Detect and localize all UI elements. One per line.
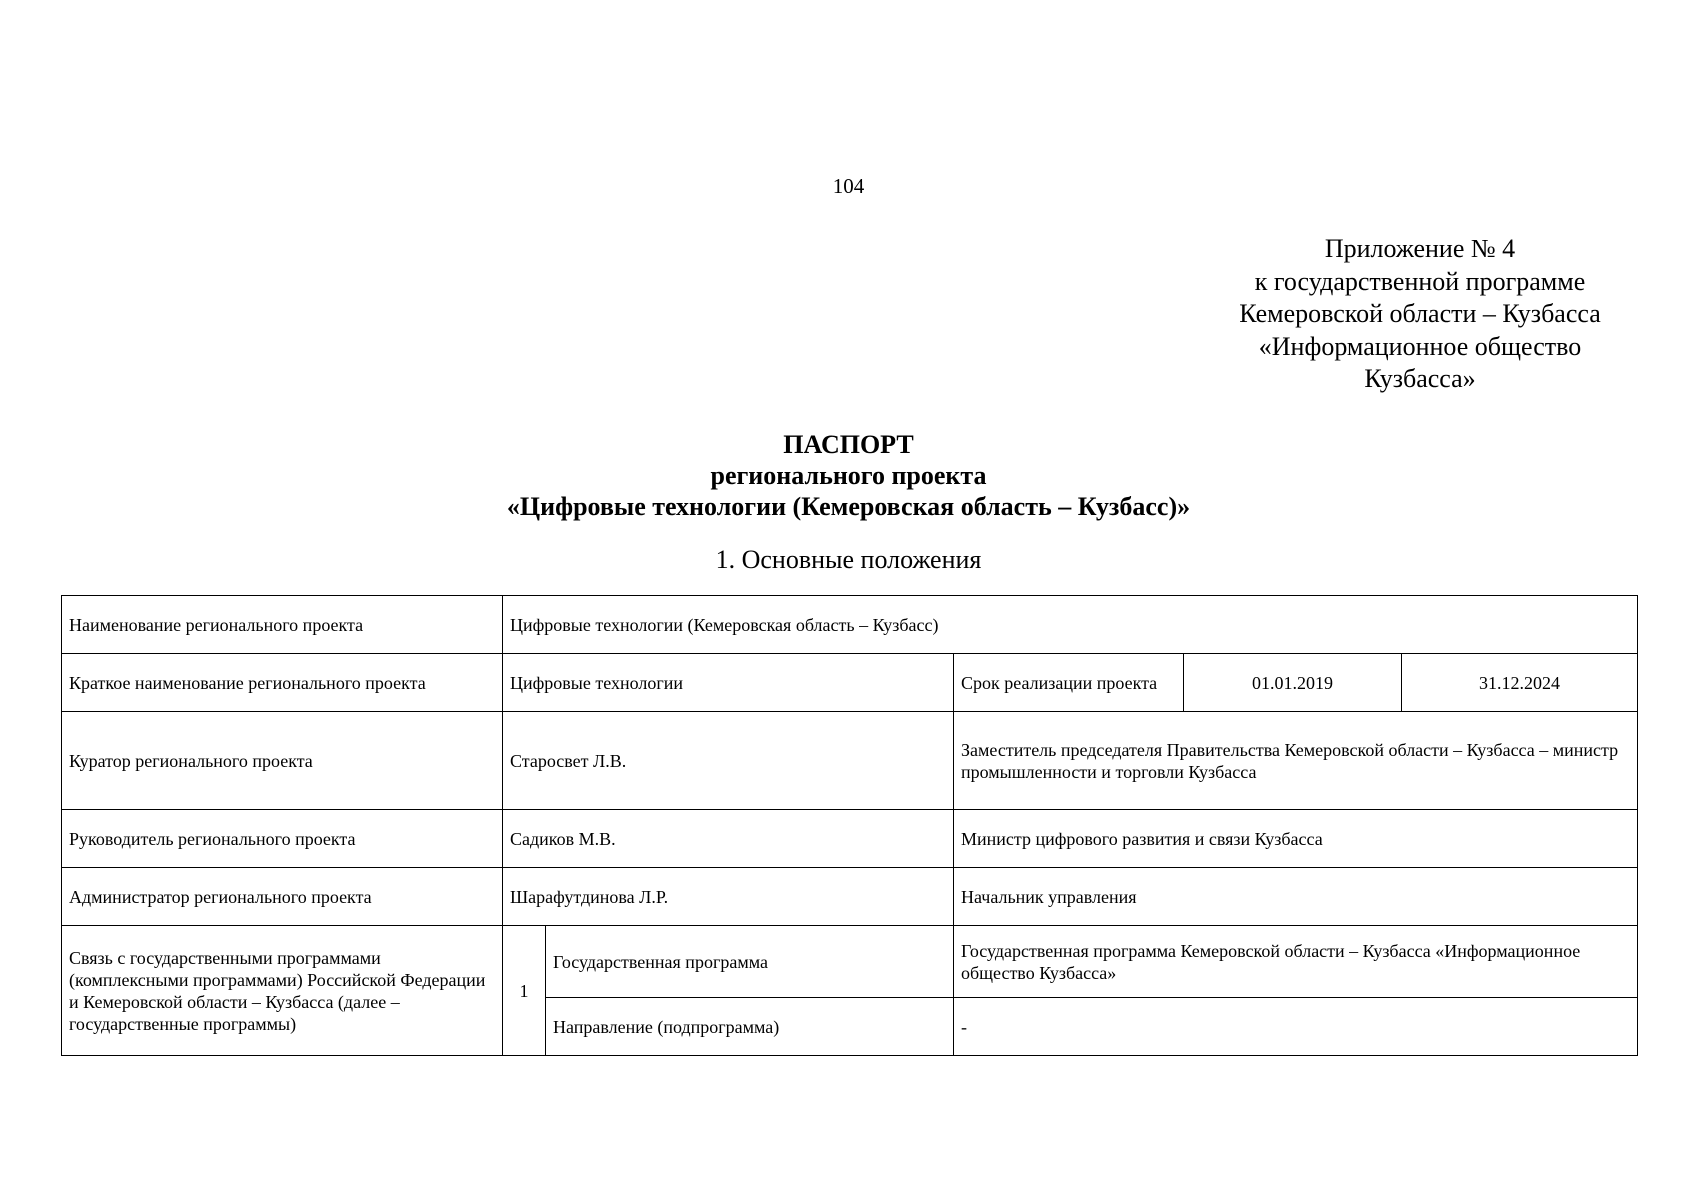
curator-name: Старосвет Л.В. — [503, 712, 954, 810]
head-name: Садиков М.В. — [503, 810, 954, 868]
appendix-block — [1210, 233, 1630, 396]
project-passport-table — [61, 595, 1638, 1056]
page-number: 104 — [832, 174, 865, 198]
curator-position: Заместитель председателя Правительства Кемеровской области – Кузбасса – министр промышленности и торговли Кузбасса — [954, 712, 1638, 810]
term-end: 31.12.2024 — [1402, 654, 1638, 712]
direction-label: Направление (подпрограмма) — [546, 998, 954, 1056]
project-name-label: Наименование регионального проекта — [62, 596, 503, 654]
project-name-value: Цифровые технологии (Кемеровская область – Кузбасс) — [503, 596, 1638, 654]
admin-label: Администратор регионального проекта — [62, 868, 503, 926]
table-row — [62, 868, 1638, 926]
passport-project-name: «Цифровые технологии (Кемеровская область – Кузбасс)» — [506, 492, 1191, 521]
head-position: Министр цифрового развития и связи Кузбасса — [954, 810, 1638, 868]
table-row — [62, 810, 1638, 868]
passport-heading — [0, 429, 1697, 522]
table-row — [62, 654, 1638, 712]
passport-title: ПАСПОРТ — [783, 430, 914, 459]
appendix-line: Кемеровской области – Кузбасса — [1239, 299, 1601, 328]
gov-program-value: Государственная программа Кемеровской области – Кузбасса «Информационное общество Кузбасса» — [954, 926, 1638, 998]
gov-program-label: Государственная программа — [546, 926, 954, 998]
table-row — [62, 712, 1638, 810]
link-number: 1 — [503, 926, 546, 1056]
admin-name: Шарафутдинова Л.Р. — [503, 868, 954, 926]
table-row — [62, 596, 1638, 654]
short-name-label: Краткое наименование регионального проекта — [62, 654, 503, 712]
appendix-line: Приложение № 4 — [1324, 234, 1516, 263]
admin-position: Начальник управления — [954, 868, 1638, 926]
appendix-line: к государственной программе — [1254, 266, 1586, 296]
table-row — [62, 926, 1638, 998]
term-label: Срок реализации проекта — [954, 654, 1184, 712]
passport-subtitle: регионального проекта — [710, 461, 987, 490]
direction-value: - — [954, 998, 1638, 1056]
term-start: 01.01.2019 — [1184, 654, 1402, 712]
link-label: Связь с государственными программами (комплексными программами) Российской Федерации и Кемеровской области – Кузбасса (далее – государственные программы) — [62, 926, 503, 1056]
section-title: 1. Основные положения — [715, 545, 982, 574]
head-label: Руководитель регионального проекта — [62, 810, 503, 868]
curator-label: Куратор регионального проекта — [62, 712, 503, 810]
short-name-value: Цифровые технологии — [503, 654, 954, 712]
appendix-line: Кузбасса» — [1364, 364, 1476, 393]
appendix-line: «Информационное общество — [1258, 331, 1582, 361]
